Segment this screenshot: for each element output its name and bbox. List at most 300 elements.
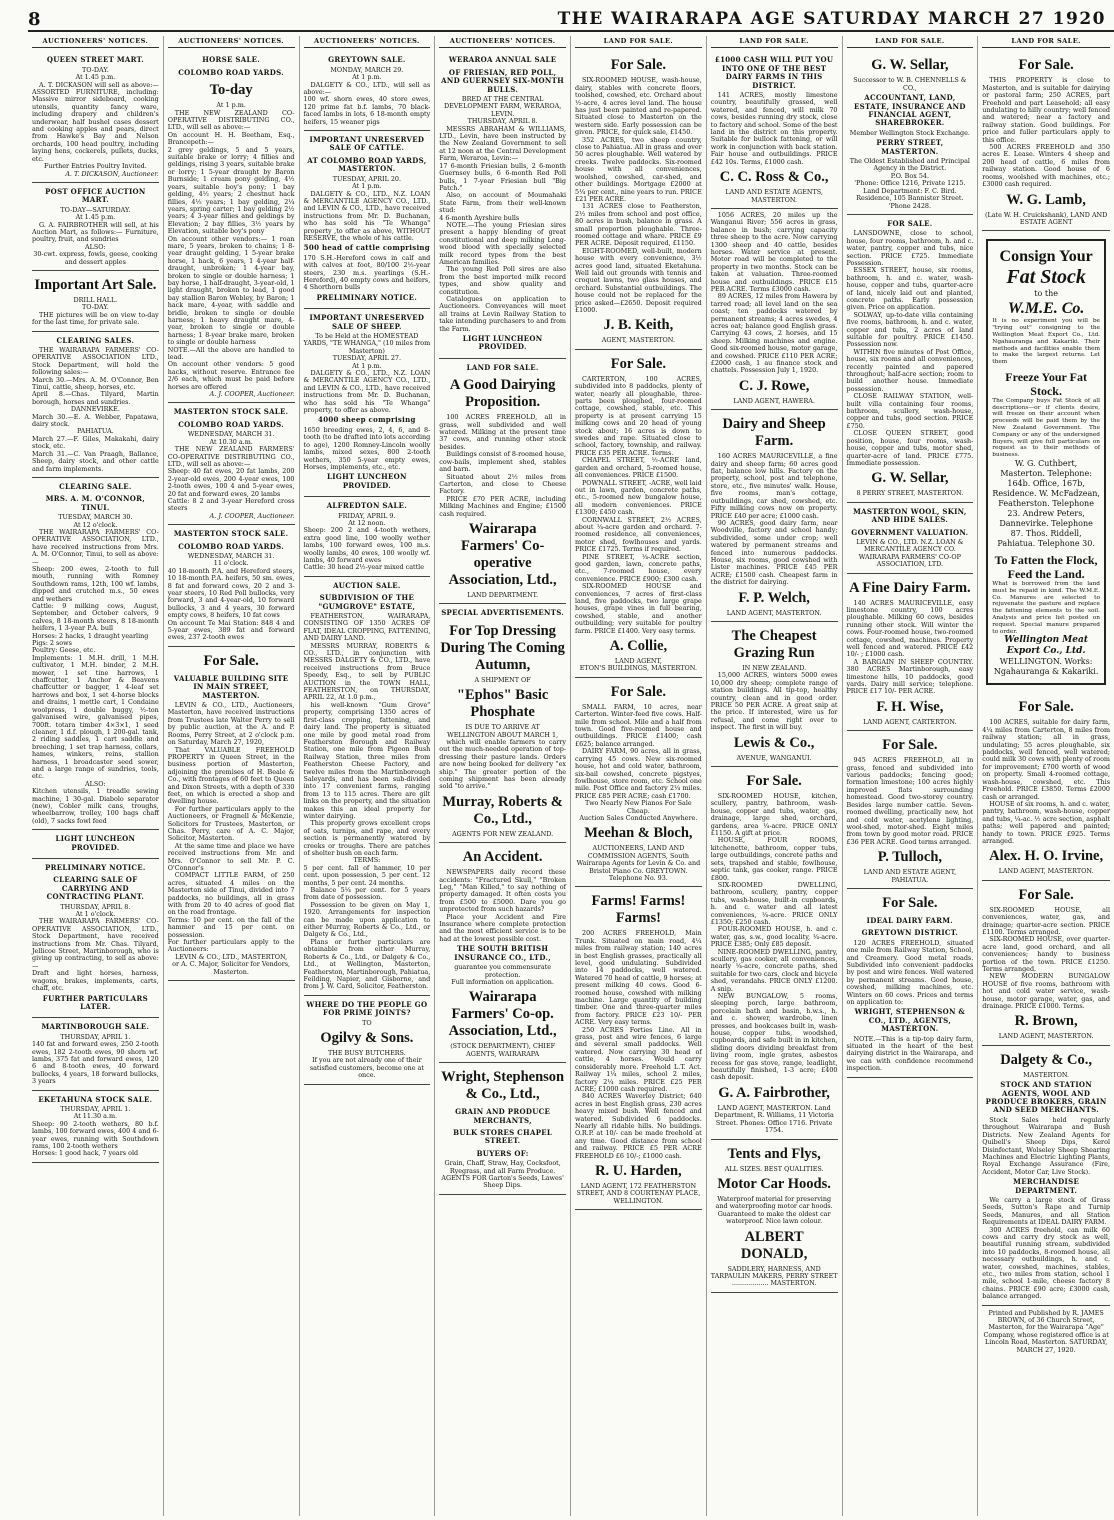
- ad-display-heading: A. Collie,: [609, 638, 668, 655]
- ad-display-heading: For Sale.: [203, 652, 259, 669]
- ad-text: 300 ACRES freehold, can milk 60 cows and carry dry stock as well, beautiful running stream, subdivided into 10 paddocks, 8-roomed house, all necessary outbuildings, h. and c. water, cowshed, machines, stables, etc., two miles from station, school 1 mile, school 1-mile, cheese factory 8 chains. PRICE £90 acre; £3000 cash, balance arranged.: [982, 1225, 1110, 1301]
- ad-text: which will enable farmers to carry out the much-needed operation of top-dressing their pasture lands. Orders are now being booked for delivery "ex ship." The greater portion of the coming shipment has been already sold "to arrive.": [439, 737, 566, 791]
- ad-text: March 30.—Mrs. A. M. O'Connor, Ben Tinui, cattle, sheep, horses, etc.: [32, 375, 159, 392]
- advertisement: [439, 1063, 566, 1195]
- ad-text: Pigs: 2 sows: [32, 639, 72, 648]
- ad-heading: AUCTION SALE.: [333, 580, 401, 590]
- ad-text: 40 18-month P.A. and Hereford steers, 10 18-month P.A. heifers, 50 sm. ewes, 8 fat and forward cows, 20 2 and 3-year steers, 10 Red Poll bullocks, very forward, 3 and 4-year-old, 10 forward bullocks, 3 and 4 years, 30 forward empty cows, 8 heifers, 10 fat cows: [167, 566, 295, 620]
- ad-text: LEVIN & CO., LTD., MASTERTON,: [175, 952, 288, 961]
- ad-heading: LAND FOR SALE.: [466, 362, 539, 372]
- ad-display-heading: For Sale.: [1018, 57, 1074, 74]
- ad-text: Horses: 2 hacks, 1 draught yearling: [32, 631, 149, 640]
- ad-heading: MASTERTON WOOL, SKIN, AND HIDE SALES.: [853, 506, 967, 525]
- ad-display-heading: G. A. Fairbrother,: [718, 1084, 830, 1101]
- ad-text: TO-DAY—SATURDAY.: [60, 205, 131, 214]
- ad-text: TERMS:: [353, 856, 381, 865]
- ad-text: NEWSPAPERS daily record these accidents: "Fractured Skull," "Broken Leg," "Man Killed," to say nothing of property damaged. It often costs you from £500 to £5000. Dare you go unprotected from such hazards?: [439, 868, 566, 914]
- ad-display-heading: For Sale.: [1018, 699, 1074, 716]
- ad-text: On account other vendors:— 1 roan mare, 5 years, broken to chains; 1 8-year draught gelding, 1 5-year brake horse, 1 hack, 6 years, 1 4-year half-draught, unbroken; 1 4-year bay, broken to single or double harness; 1 bay horse, 1 half-draught, 3-year-old, 1 light draught, broken to lead, 1 good bay stallion Baron Webley, by Baron; 1 hack mare, 4-year, with saddle and bridle, broken to single or double harness; 1 heavy draught mare, 4-year, broken to single or double harness; 1 8-year brake mare, broken to single or double harness: [167, 234, 295, 347]
- ad-display-heading: ALBERT DONALD,: [740, 1228, 808, 1262]
- ad-text: POWNALL STREET, -ACRE, well laid out in lawn, garden, concrete paths, etc., 5-roomed new bungalow house, all modern conveniences. PRICE £1300; £450 cash.: [575, 478, 702, 517]
- advertisement: [304, 497, 431, 577]
- ad-text: THE WAIRARAPA FARMERS' CO-OPERATIVE ASSOCIATION, LTD., Stock Department, have received instructions from Mr. Chas. Tilyard, Jellicoe Street, Martinborough, who is giving up contracting, to sell as above:—: [32, 917, 159, 970]
- ad-display-heading: Lewis & Co.,: [733, 734, 815, 751]
- advertisement: [982, 881, 1110, 1046]
- ad-text: WEDNESDAY, MARCH 31.: [187, 551, 275, 560]
- advertisement: [982, 51, 1110, 231]
- ad-text: TUESDAY, MARCH 30.: [58, 513, 133, 522]
- ad-display-heading: To-day: [209, 82, 253, 99]
- ad-text: Draft and light horses, harness, wagons, brakes, implements, carts, chaff, etc.: [32, 969, 159, 993]
- ad-text: (Late W. H. Cruickshank), LAND AND ESTATE AGENT: [984, 210, 1108, 226]
- ad-heading: STOCK AND STATION AGENTS, WOOL AND PRODUCE BROKERS, GRAIN AND SEED MERCHANTS.: [985, 1080, 1107, 1115]
- ad-text: Land Department: F. C. Bird. Residence, 105 Bannister Street. 'Phone 2428.: [856, 186, 964, 210]
- ad-text: Balance 5¼ per cent. for 5 years from date of possession.: [303, 886, 431, 902]
- ad-heading: PRELIMINARY NOTICE.: [316, 292, 418, 302]
- ad-heading: PRELIMINARY NOTICE.: [45, 863, 146, 872]
- ad-text: 352 ACRES, two sheep country, close to Pahiatua. All in grass and over 50 acres ploughable. Well watered by creeks. Twelve paddocks. Six-roomed house with all conveniences, woolshed, cowshed, car-shed, and other buildings. Mortgage £2000 at 5¼ per cent., nine years to run. PRICE £21 PER ACRE.: [575, 135, 702, 203]
- ad-text: THE BUSY BUTCHERS.: [328, 1048, 406, 1057]
- ad-text: 160 ACRES MAURICEVILLE, a fine dairy and sheep farm; 60 acres good flat, balance low hills. Factory on the property, school, post and telephone, store, etc., five minutes' walk. House, five rooms, man's cottage, outbuildings, car shed, cowshed, etc. Fifty milking cows now on property. PRICE £40 per acre; £1000 cash.: [710, 452, 838, 520]
- ad-heading: GREYTOWN SALE.: [328, 55, 406, 65]
- ad-heading: LIGHT LUNCHEON PROVIDED.: [462, 334, 543, 352]
- ad-text: NINE-ROOMED DWELLING, pantry, scullery, gas cooker, all conveniences, nearly ¼-acre, concrete paths, shed suitable for two cars, clock and bicycle shed, verandahs. PRICE ONLY £1200. A snip.: [710, 947, 838, 993]
- printer-imprint: Printed and Published by R. JAMES BROWN, of 36 Church Street, Masterton, for the Wairarapa "Age" Company, whose registered office is at Lincoln Road, Masterton. SATURDAY, MARCH 27, 1920.: [983, 1308, 1109, 1354]
- ad-text: Stock Sales held regularly throughout Wairarapa and Bush Districts. New Zealand Agents for Quibell's Sheep Dips, Kerol Disinfectant, Wolseley Sheep Shearing Machines and Electric Lighting Plants, Royal Exchange Assurance (Fire, Accident, Motor Car, Live Stock).: [982, 1115, 1110, 1176]
- ad-display-heading: G. W. Sellar,: [871, 470, 949, 487]
- ad-heading: LIGHT LUNCHEON PROVIDED.: [55, 834, 136, 852]
- ad-heading: CLEARING SALES.: [56, 335, 135, 345]
- ad-text: LAND AGENT, MASTERTON. Land Department, R. Williams, 11 Victoria Street. Phones: Office 1716. Private 1754.: [714, 1103, 834, 1135]
- ad-heading: VALUABLE BUILDING SITE IN MAIN STREET, MASTERTON.: [173, 673, 289, 700]
- ad-display-heading: Farms! Farms! Farms!: [591, 893, 686, 927]
- ad-text: DRILL HALL.: [73, 295, 118, 304]
- ad-text: DALGETY & CO., LTD., N.Z. LOAN & MERCANTILE AGENCY CO., LTD., and LEVIN & CO., LTD., have received instructions from Mr. D. Buchanan, who has sold his "Te Whanga" property ,to offer as above, WITHOUT RESERVE, the whole of his cattle.: [303, 189, 431, 242]
- ad-text: That VALUABLE FREEHOLD PROPERTY in Queen Street, in the business portion of Masterton, adjoining the premises of H. Beale & Co., with frontages of 60 feet to Queen and Dixon Streets, with a depth of 330 feet, on which is erected a shop and dwelling house.: [167, 745, 295, 806]
- ad-heading: HORSE SALE.: [202, 55, 261, 65]
- ad-text: 100 ACRES FREEHOLD, all in grass, well subdivided and well watered. Milking at the present time 37 cows, and running other stock besides.: [439, 413, 566, 451]
- ad-display-heading: Wright, Stephenson & Co., Ltd.,: [441, 1069, 565, 1103]
- advertisement: [575, 350, 702, 678]
- ad-text: COMPACT LITTLE FARM, of 250 acres, situated 4 miles on the Masterton side of Tinui, divided into 7 paddocks, no buildings, all in grass with from 20 to 40 acres of good flat on the road frontage.: [167, 871, 295, 917]
- ad-text: THE pictures will be on view to-day for the last time, for private sale.: [32, 310, 159, 327]
- ad-text: 120 ACRES FREEHOLD, situated one mile from Railway Station, School, and Creamery. Good metal roads. Subdivided into convenient paddocks by post and wire fences. Well watered by permanent streams. Good house, cowshed, milking machines, etc. Winters on 60 cows. Prices and terms on application to:: [846, 938, 974, 1006]
- ad-text: SADDLERY, HARNESS, AND TARPAULIN MAKERS, PERRY STREET .................. MASTERTON.: [710, 1264, 838, 1288]
- ad-text: ETON'S BUILDINGS, MASTERTON.: [579, 664, 697, 673]
- ad-text: PINE STREET, ¼-ACRE section, good garden, lawn, concrete paths, etc., 7-roomed house, every convenience. PRICE £900; £300 cash.: [575, 552, 702, 583]
- ad-text: THIS PROPERTY is close to Masterton, and is suitable for dairying or pastoral farm; 250 ACRES, part Freehold and part Leasehold; all easy undulating to hilly country; well fenced and watered; near a factory and railway station. Good buildings. For price and fuller particulars apply to this office.: [982, 76, 1110, 144]
- ad-display-heading: Dalgety & Co.,: [1000, 1051, 1093, 1068]
- ad-text: ALSO:: [85, 242, 106, 251]
- column-2: [164, 36, 300, 1516]
- ad-text: March 31.—C. Van Praagh, Ballance, Sheep, dairy stock, and other cattle and farm implements.: [32, 449, 159, 473]
- masthead-title: THE WAIRARAPA AGE SATURDAY MARCH 27 1920: [557, 9, 1106, 29]
- ad-display-heading: Motor Car Hoods.: [717, 1175, 831, 1192]
- ad-text: Plans or further particulars are obtainable from either Murray, Roberts & Co., Ltd., or Dalgety & Co., Ltd., at Wellington, Masterton, Featherston, Martinborough, Pahiatua, Feilding, Napier, and Gisborne, and from J. W. Card, Solicitor, Featherston.: [303, 937, 431, 991]
- ad-text: ALSO:: [85, 779, 106, 788]
- ad-text: At 1.45 p.m.: [75, 213, 116, 222]
- ad-text: The Oldest Established and Principal Agency in the District.: [849, 157, 970, 173]
- ad-heading: CLEARING SALE OF CARRYING AND CONTRACTING PLANT.: [46, 875, 145, 902]
- ad-heading: POST OFFICE AUCTION MART.: [45, 186, 146, 205]
- ad-heading: MASTERTON STOCK SALE.: [173, 529, 289, 539]
- ad-text: BRED AT THE CENTRAL DEVELOPMENT FARM, WERAROA, LEVIN.: [444, 95, 562, 118]
- ad-text: SIX-ROOMED HOUSE, all conveniences, water, gas, and drainage; quarter-acre section. PRICE £1100. Terms arranged.: [982, 905, 1110, 936]
- ad-display-heading: C. C. Ross & Co.,: [719, 169, 829, 186]
- ad-text: 17 6-month Friesian bulls, 2 6-month Guernsey bulls, 6 6-month Red Poll bulls, 1 7-year Friesian bull "Big Patch.": [439, 161, 566, 192]
- advertisement: [575, 51, 702, 349]
- ad-text: AUCTIONEERS, LAND AND COMMISSION AGENTS, South Wairarapa Agents for Levin & Co. and Bristol Piano Co. GREYTOWN.: [576, 844, 701, 875]
- ad-text: What is borrowed from the land must be repaid in kind. The W.M.E. Co. Manures are selected to rejuvenate the pasture and replace the fattening elements to the soil. Analysis and price list posted on request. Special manure prepared to order.: [992, 581, 1100, 635]
- ad-text: MESSRS MURRAY, ROBERTS & CO., LTD., in conjunction with MESSRS DALGETY & CO., LTD., have received instructions from Bruce Speedy, Esq., to sell by PUBLIC AUCTION in the TOWN HALL, FEATHERSTON, on THURSDAY, APRIL 22, At 1.0 p.m.,: [303, 641, 431, 702]
- ad-heading: FOR SALE.: [887, 218, 933, 228]
- advertisement: [711, 209, 838, 410]
- ad-heading: COLOMBO ROAD YARDS.: [178, 419, 284, 429]
- ad-text: 1650 breeding ewes, 2, 4, 6, and 8-tooth (to be drafted into lots according to age), 1200 Romney-Lincoln woolly lambs, mixed sexes, 800 2-tooth wethers, 350 5-year empty ewes, Horses, implements, etc., etc.: [303, 425, 431, 471]
- ad-text: We carry a large stock of Grass Seeds, Sutton's Rape and Turnip Seeds, Manures, and all Station Requirements at IDEAL DAIRY FARM.: [982, 1195, 1110, 1227]
- ad-text: 5 per cent. fall of hammer, 10 per cent. upon possession, 5 per cent. 12 months, 5 per cent. 24 months.: [303, 863, 431, 887]
- column-heading: LAND FOR SALE.: [982, 36, 1110, 48]
- ad-display-heading: P. Tulloch,: [877, 849, 943, 866]
- ad-text: AGENTS FOR NEW ZEALAND.: [452, 829, 554, 838]
- ad-text: CORNWALL STREET, 2½ ACRES, about ¼-acre garden and orchard. 7-roomed residence, all conveniences, motor shed, fowlhouses and yards. PRICE £1725. Terms if required.: [575, 515, 702, 554]
- ad-display-heading: For Sale.: [610, 57, 667, 74]
- ad-text: DALGETY & CO., LTD., N.Z. LOAN & MERCANTILE AGENCY CO., LTD., and LEVIN & CO., LTD., have received instructions from Mr. D. Buchanan, who has sold his "Te Whanga" property, to offer as above.: [303, 369, 431, 415]
- advertisement: [168, 647, 295, 981]
- ad-heading: CLEARING SALE.: [59, 481, 132, 491]
- advertisement: [32, 183, 159, 271]
- ad-text: EIGHT-ROOMED, well-built, modern house with every convenience, 3½ acres good land, situated Eketahuna. Well laid out grounds with tennis and croquet lawns, two glass houses, and orchard. Substantial outbuildings. The house could not be replaced for the price asked—£2650. Deposit required £1000.: [575, 246, 702, 314]
- ad-display-heading: F. P. Welch,: [738, 589, 810, 606]
- ad-text: FOUR-ROOMED HOUSE, h. and c. water, gas, s.w., good locality, ¼-acre. PRICE £385; Only £85 deposit.: [710, 925, 838, 949]
- ad-display-heading: Meehan & Bloch,: [584, 825, 693, 842]
- ad-text: WELLINGTON ABOUT MARCH 1,: [447, 730, 559, 739]
- ad-text: Implements: 1 M.H. drill, 1 M.H. cultivator, 1 M.H. binder, 2 M.H. mower, 1 set tine harrows, 1 chaffcutter, 1 Anchor & Beavens chaffcutter or bagger, 1 4-leaf set harrows and box, 1 set 4-horse blocks and drains, 1 mettle cart, 1 Condaine woolpress, 1 double buggy, ½-ton galvanised wire, galvanised pipes, 700ft. totara timber 4×3×1, 1 seed cleaner, 1 d.f. plough, 1 200-gal. tank, 2 riding saddles, 1 cart saddle and breeching, 1 set trap harness, collars, hames, winkers, reins, stallion harness, 1 broadcaster seed sower, and a large range of sundries, tools, etc.: [32, 653, 159, 781]
- ad-display-heading: W. G. Lamb,: [1006, 191, 1086, 208]
- ad-text: Cattle: 8 2 and 3-year Hereford cross steers: [167, 496, 295, 513]
- ad-display-heading: For Sale.: [610, 683, 667, 700]
- ad-heading: 500 head of cattle comprising: [303, 243, 430, 253]
- advertisement: [847, 889, 974, 1078]
- ad-text: TO-DAY.: [81, 303, 109, 312]
- advertisement: [304, 131, 431, 309]
- ad-text: At 12 o'clock.: [73, 520, 118, 529]
- ad-text: 200 ACRES FREEHOLD, Main Trunk. Situated on main road, 4¼ miles from railway station; 140 acres in best English grasses, practically all level, good undulating. Subdivided into 14 paddocks, well watered. Watered 70 head of cattle, 9 horses; at present milking 40 cows. Good 6-roomed house, cowshed with milking machine. Large quantity of building timber. One and three-quarter miles from factory. PRICE £23 10/- PER ACRE. Very easy terms.: [575, 929, 702, 1027]
- ad-text: The young Red Poll sires are also from the best imported milk record types, and show quality and constitution.: [439, 265, 566, 296]
- ad-heading: BUYERS OF:: [476, 1148, 529, 1158]
- ad-text: At 1 p.m.: [352, 73, 382, 82]
- ad-heading: MARTINBOROUGH SALE.: [41, 1022, 150, 1032]
- ad-text: 250 ACRES Forties Line. All in grass, post and wire fences, 6 large and several small paddocks. Well watered. Now carrying 30 head of cattle, 4 horses. Would carry considerably more. Freehold L.T. Act. Railway 1¼ miles, school 2 miles, factory 2¼ miles. PRICE £25 PER ACRE; £1000 cash required.: [575, 1025, 702, 1093]
- advertisement: [847, 51, 974, 215]
- ad-text: AVENUE, WANGANUI.: [736, 753, 812, 762]
- ad-text: LEVIN & CO., LTD., Auctioneers, Masterton, have received instructions from Trustees late Walter Perry to sell by public auction, at the A. and P. Rooms, Perry Street, at 2 o'clock p.m. on Saturday, March 27, 1920,: [167, 701, 295, 747]
- advertisement: [32, 332, 159, 478]
- column-heading: LAND FOR SALE.: [847, 36, 974, 48]
- ad-text: LAND AND ESTATE AGENT, PAHIATUA.: [863, 868, 957, 884]
- ad-text: NOTE.—All the above are handled to lead.: [167, 345, 295, 362]
- ad-text: WITHIN five minutes of Post Office, house, six rooms and all conveniences, recently painted and papered throughout; half-acre section; room to build another house. Immediate possession.: [846, 347, 974, 393]
- ad-text: At 10.30 a.m.: [209, 437, 253, 446]
- display-advertisement-box: [986, 239, 1106, 685]
- ad-text: Full information on application.: [451, 977, 554, 986]
- ad-text: AGENT, MASTERTON.: [601, 336, 675, 345]
- advertisement: [711, 410, 838, 622]
- ad-text: SOLWAY, up-to-date villa containing five rooms, bathroom, h. and c. water, copper and tubs, 2 acres of land suitable for poultry. PRICE £1450. Possession now.: [846, 310, 974, 349]
- ad-display-heading: Tents and Flys,: [727, 1145, 821, 1162]
- column-3: [300, 36, 436, 1516]
- ad-display-heading: For Sale.: [746, 773, 802, 790]
- ad-text: ALL SIZES. BEST QUALITIES.: [724, 1164, 824, 1173]
- ad-text: WEDNESDAY, MARCH 31.: [187, 430, 275, 439]
- ad-text: Freeze Your Fat Stock.: [1005, 369, 1087, 398]
- ad-text: SIX-ROOMED HOUSE, over quarter-acre land, good orchard, and all conveniences; handy to business portion of the town. PRICE £1250. Terms arranged.: [982, 935, 1110, 973]
- ad-text: WELLINGTON. Works: Ngahauranga & Kakariki.: [993, 657, 1099, 677]
- column-6: [707, 36, 843, 1516]
- ad-text: LEVIN & CO., LTD. N.Z. LOAN & MERCANTILE AGENCY CO. WAIRARAPA FARMERS' CO-OP ASSOCIATION, LTD.: [856, 537, 964, 569]
- ad-text: It is no experiment you will be "trying out" consigning to the Wellington Meat Export Co., Ltd. Ngahauranga and Kakariki. Their methods and facilities enable them to make the largest returns. Let them: [992, 318, 1100, 366]
- ad-heading: LIGHT LUNCHEON PROVIDED.: [327, 472, 407, 490]
- ad-text: Sheep: 200 2 and 4-tooth wethers, extra good line, 100 woolly wether lambs, 100 forward ewes, 100 m.s. woolly lambs, 40 ewes, 100 woolly wf. lambs, 40 forward ewes: [303, 526, 431, 564]
- ad-text: NEW MODERN BUNGALOW HOUSE of five rooms, bathroom with hot and cold water service, wash-house, motor garage, water, gas, and drainage. PRICE £1000. Terms.: [982, 972, 1110, 1011]
- ad-text: CLOSE QUEEN STREET, good position, house, four rooms, wash-house, copper and tubs, motor shed, quarter-acre of land. PRICE £775. Immediate possession.: [846, 429, 974, 467]
- ad-text: At 12 noon.: [348, 518, 386, 527]
- ad-text: DALGETY & CO., LTD., will sell as above:—: [303, 80, 431, 97]
- ad-text: G. A. FAIRBROTHER will sell, at his Auction Mart, as follows:— Furniture, poultry, fruit, and sundries: [32, 220, 159, 244]
- ad-text: 140 ACRES MAURICEVILLE, easy limestone country, 100 acres ploughable. Milking 60 cows, besides running other stock. Will winter the cows. Four-roomed house, two-roomed cottage, cowshed, machines. Property well fenced and watered. PRICE £42 10/- ; £1000 cash.: [846, 598, 974, 659]
- ad-heading: FURTHER PARTICULARS LATER.: [42, 993, 148, 1011]
- ad-text: Two Nearly New Pianos For Sale Cheap.: [585, 799, 692, 815]
- ad-text: Place your Accident and Fire Insurance where complete protection and the most efficient service is to be had at the lowest possible cost.: [439, 912, 566, 943]
- ad-text: 840 ACRES Waverley District; 640 acres in best English grass, 230 acres heavy mixed bush. Well fenced and watered. Subdivided 6 paddocks. Nearly all ridable hills. No buildings. O.R.P. at 10/- can be made freehold at any time. Good distance from school and railway. PRICE £5 PER ACRE FREEHOLD £6 10/-; £1000 cash.: [575, 1092, 702, 1160]
- ad-text: 170 S.H.-Hereford cows in calf and with calves at foot, 80/100 2½-year steers, 230 m.s. yearlings (S.H.-Hereford), 40 empty cows and heifers, 4 Shorthorn bulls: [303, 253, 431, 292]
- ad-display-heading: "Ephos" Basic Phosphate: [456, 687, 549, 721]
- advertisement: [711, 1140, 838, 1293]
- ad-text: Consign Your: [999, 248, 1093, 266]
- ad-heading: 4000 sheep comprising: [318, 415, 416, 425]
- column-heading: LAND FOR SALE.: [575, 36, 702, 48]
- ad-text: A. T. DICKASON will sell as above:— ASSORTED FURNITURE, including: Massive mirror sideboard, cooking utensils, quantity fancy ware, including drapery and children's underwear, half bushel cases dessert and cooking apples and pears, direct from Hawke's Bay and Nelson orchards, 100 head poultry, including laying hens, cockerels, pullets, ducks, etc.: [32, 80, 159, 163]
- advertisement: [847, 574, 974, 732]
- ad-display-heading: A Fine Dairy Farm.: [849, 579, 971, 596]
- ad-text: THURSDAY, APRIL 1.: [60, 1032, 131, 1041]
- advertisement: [32, 1091, 159, 1163]
- ad-text: to the: [1034, 289, 1058, 299]
- ad-text: PAHIATUA.: [76, 427, 114, 436]
- ad-heading: IMPORTANT UNRESERVED SALE OF CATTLE.: [309, 135, 425, 153]
- ad-text: LAND AGENT, MASTERTON.: [998, 867, 1094, 876]
- ad-text: Catalogues on application to Auctioneers. Conveyances will meet all trains at Levin Railway Station to take intending purchasers to and from the Farm.: [439, 295, 566, 333]
- ad-text: CARTERTON, 100 ACRES, subdivided into 8 paddocks, plenty of water, nearly all ploughable, three-parts been ploughed, four-roomed cottage, cowshed, stable, etc. This property is at present carrying 15 milking cows and 20 head of young stock about; 16 acres is down to swedes and rape. Situated close to school, factory, township, and railway. PRICE £35 PER ACRE. Terms.: [575, 374, 702, 457]
- advertisement: [439, 51, 566, 358]
- ad-text: At 1 p.m.: [352, 182, 382, 191]
- ad-text: ESSEX STREET, house, six rooms, bathroom, h. and c. water, wash-house, copper and tubs, quarter-acre of land, nicely laid out and planted, concrete paths. Early possession given. Price on application.: [846, 266, 974, 312]
- ad-heading: COLOMBO ROAD YARDS.: [178, 541, 284, 551]
- ad-text: P.O. Box 54.: [890, 171, 930, 180]
- ad-text: A. J. COOPER, Auctioneer.: [209, 511, 295, 520]
- ad-text: A BARGAIN IN SHEEP COUNTRY. 380 ACRES Martinborough, easy limestone hills, 10 paddocks, good yards. Dairy mill service; telephone. PRICE £17 10/- PER ACRE.: [846, 657, 974, 696]
- ad-text: 90 ACRES, good dairy farm, near Woodville, factory and school handy; subdivided, some under crop; well watered by permanent streams and fenced into numerous paddocks. House, six rooms, good cowshed with Lister machines. PRICE £45 PER ACRE; £1500 cash. Cheapest farm in the district for dairying.: [710, 518, 838, 587]
- advertisement: [711, 622, 838, 767]
- advertisement: [304, 996, 431, 1085]
- advertisement: [32, 478, 159, 830]
- advertisement: [439, 359, 566, 605]
- ad-heading: OF FRIESIAN, RED POLL, AND GUERNSEY SIX-MONTH BULLS.: [441, 67, 565, 94]
- ad-display-heading: Wairarapa Farmers' Co-op. Association, Ltd.,: [448, 989, 557, 1040]
- ad-text: THE NEW ZEALAND CO-OPERATIVE DISTRIBUTING CO., LTD., will sell as above:—: [167, 108, 295, 132]
- ad-text: At 1 p.m.: [352, 361, 382, 370]
- ad-heading: GOVERNMENT VALUATION.: [851, 527, 969, 537]
- ad-text: 11 o'clock.: [213, 559, 249, 568]
- ad-heading: ACCOUNTANT, LAND, ESTATE, INSURANCE AND FINANCIAL AGENT, SHAREBROKER.: [854, 93, 966, 128]
- ad-heading: EKETAHUNA STOCK SALE.: [38, 1094, 153, 1104]
- ad-text: Cattle: 30 head 2½-year mixed cattle: [303, 563, 425, 572]
- ad-heading: SPECIAL ADVERTISEMENTS.: [441, 608, 565, 618]
- ad-text: 'Phone: Office 1216, Private 1215.: [854, 179, 966, 188]
- ad-text: THURSDAY, APRIL 1.: [60, 1104, 131, 1113]
- column-7: [843, 36, 979, 1516]
- ad-text: FRIDAY, APRIL 9.: [338, 511, 396, 520]
- ad-text: April 8.—Chas. Tilyard, Martin borough, horses and sundries.: [32, 390, 159, 406]
- advertisement: [711, 767, 838, 1139]
- ad-text: or A. C. Major, Solicitor for Vendors, Masterton.: [172, 960, 291, 976]
- advertisement: [711, 51, 838, 209]
- ad-text: Horses: 1 good hack, 7 years old: [32, 1149, 139, 1158]
- ad-display-heading: C. J. Rowe,: [738, 377, 810, 394]
- ad-text: LAND AGENT, CARTERTON.: [863, 717, 957, 726]
- advertisement: [847, 731, 974, 889]
- ad-text: LANSDOWNE, close to school, house, four rooms, bathroom, h. and c. water, pantry, copper and tubs, nice section. PRICE £725. Immediate Possession.: [846, 229, 974, 267]
- ad-text: his well-known "Gum Grove" property, comprising 1350 acres of first-class cropping, fattening, and dairy land. The property is situated one mile by good metal road from Featherston Borough and Railway Station, one mile from Pigeon Bush Railway Station, three miles from Featherston Cheese Factory, and twelve miles from the Martinborough Saleyards, and has been sub-divided into 17 convenient farms, ranging from 13 to 115 acres. There are gilt links on the property, and the situation makes this an ideal property for winter dairying.: [303, 700, 431, 820]
- ad-text: THURSDAY, APRIL 8.: [60, 902, 131, 911]
- ad-text: On account other vendors: 5 good hacks, without reserve. Entrance fee 2/6 each, which must be paid before horses are offered: [167, 360, 295, 391]
- ad-heading: THE SOUTH BRITISH INSURANCE CO., LTD.,: [454, 944, 551, 962]
- ad-text: TO: [362, 1018, 372, 1027]
- ad-text: 100 ACRES, suitable for dairy farm, 4¼ miles from Carterton, 8 miles from railway station; all in grass, undulating; 55 acres ploughable, six paddocks, well fenced, well watered; could milk 30 cows with plenty of room for improvement; £700 worth of wood on property. Small 4-roomed cottage, wash-house, cowshed, etc. This Freehold. PRICE £3850. Terms £2000 cash or arranged.: [982, 718, 1110, 801]
- ad-text: CHAPEL STREET, ½-ACRE land, garden and orchard, 5-roomed house, all conveniences. PRICE £1500.: [575, 456, 702, 480]
- ad-text: 89 ACRES, 12 miles from Hawera by tarred road; all level land on the sea coast; ten paddocks watered by permanent streams; 4 acres swedes, 4 acres oat; balance good English grass. Carrying 43 cows, 2 horses, and 15 sheep. Milking machines and engine. Good six-roomed house, motor garage, and cowshed. PRICE £110 PER ACRE; £2000 cash, 1 au finance stock and chattels. Possession July 1, 1920.: [710, 292, 838, 375]
- masthead: [28, 8, 1114, 32]
- ad-text: Auction Sales Conducted Anywhere.: [579, 813, 698, 822]
- ad-heading: IMPORTANT UNRESERVED SALE OF SHEEP.: [309, 313, 425, 331]
- ad-text: At the same time and place we have received instructions from Mr. and Mrs. O'Connor to sell Mr. P. C. O'Connor's: [167, 841, 295, 872]
- ad-text: THE NEW ZEALAND FARMERS' CO-OPERATIVE DISTRIBUTING CO., LTD., will sell as above:—: [167, 445, 295, 468]
- ad-display-heading: For Sale.: [610, 355, 667, 372]
- ad-text: TUESDAY, APRIL 27.: [332, 354, 402, 363]
- ad-text: Sheep: 200 ewes, 2-tooth to full mouth, running with Romney Southdown rams, 12th, 100 wf. lambs, dipped and crutched m.s., 50 ewes and wethers: [32, 564, 159, 603]
- ad-display-heading: R. U. Harden,: [595, 1162, 682, 1179]
- ad-text: W. G. Cuthbert, Masterton. Telephone: 164b. Office, 167b, Residence. W. McFadzean, Featherston. Telephone 23. Andrew Peters, Dannevirke. Telephone 87. Thos. Riddell, Pahiatua. Telephone 30.: [992, 459, 1100, 549]
- ad-text: This property grows excellent crops of oats, turnips, and rape, and every section is permanently watered by creeks or troughs. There are patches of shelter bush on each farm.: [303, 819, 431, 857]
- advertisement: [32, 1018, 159, 1090]
- advertisement: [32, 271, 159, 332]
- ad-text: IS DUE TO ARRIVE AT: [465, 723, 540, 732]
- ad-text: The Company buys Fat Stock of all descriptions—or if clients desire, will freeze on their account when proceeds will be paid them by the New Zealand Government. The Company or any of the undersigned Buyers, will give full particulars on request as to their methods of business.: [992, 397, 1100, 459]
- ad-text: For further particulars apply to the Auctioneers:: [167, 938, 295, 954]
- ad-text: A SHIPMENT OF: [474, 675, 531, 684]
- ad-display-heading: R. Brown,: [1014, 1013, 1078, 1030]
- ad-text: TO-DAY.: [81, 65, 109, 74]
- ad-text: Cattle: 9 milking cows, August, September, and October calvers, 9 calves, 8 18-month steers, 8 18-month heifers, 1 3-year P.A. bull: [32, 602, 159, 633]
- ad-display-heading: For Sale.: [882, 894, 938, 911]
- ad-text: 945 ACRES FREEHOLD, all in grass, fenced and subdivided into various paddocks; fencing good; formation limestone; 100 acres highly improved flats surrounding homestead. Good two-storey country. Besides large number cattle. Seven-roomed dwelling, practically new, hot and cold water, acetylene lighting, wool-shed, motor-shed. Eight miles from town by good motor road. PRICE £36 PER ACRE. Good terms arranged.: [846, 756, 974, 846]
- ad-text: For further particulars apply to the Auctioneers, or Fragnell & McKenzie, Solicitors for Trustees, Masterton, or Chas. Perry, care of A. C. Major, Solicitor, Masterton.: [167, 804, 295, 843]
- ad-text: LAND AGENT, MASTERTON.: [998, 1032, 1094, 1041]
- ad-text: W.M.E. Co.: [1007, 300, 1085, 318]
- column-heading: AUCTIONEERS' NOTICES.: [168, 36, 295, 48]
- ad-text: Successor to W. B. CHENNELLS & CO.,: [853, 76, 967, 92]
- column-heading: AUCTIONEERS' NOTICES.: [304, 36, 431, 48]
- advertisement: [982, 1046, 1110, 1306]
- advertisement: [575, 887, 702, 1210]
- ad-text: THURSDAY, APRIL 8.: [467, 117, 538, 126]
- ad-text: LAND AGENT, HAWERA.: [733, 396, 815, 405]
- advertisement: [847, 215, 974, 503]
- column-4: [435, 36, 571, 1516]
- advertisement: [575, 678, 702, 888]
- ad-text: MONDAY, MARCH 29.: [330, 65, 404, 74]
- ad-display-heading: J. B. Keith,: [603, 317, 674, 334]
- ad-text: (STOCK DEPARTMENT), CHIEF AGENTS, WAIRARAPA: [450, 1042, 556, 1058]
- ad-display-heading: Wairarapa Farmers' Co-operative Association, Ltd.,: [448, 520, 557, 588]
- ad-text: NOTE.—The young Friesian sires present a happy blending of great constitutional and deep milking Long-wood blood with specially selected milk record types from the best American families.: [439, 220, 566, 266]
- ad-text: DANNEVIRKE.: [70, 405, 120, 414]
- ad-text: NOTE.—This is a tip-top dairy farm, situated in the heart of the best dairying district in the Wairarapa, and we can with confidence recommend inspection.: [846, 1034, 974, 1073]
- ad-text: Waterproof material for preserving and waterproofing motor car hoods. Guaranteed to make the oldest car waterproof. Nice lawn colour.: [715, 1194, 833, 1226]
- advertisement: [439, 843, 566, 1063]
- ad-text: On account H. H. Beetham, Esq., Brancepeth:—: [167, 130, 295, 147]
- ad-heading: ALFREDTON SALE.: [326, 501, 408, 511]
- ad-text: AGENTS FOR Garton's Seeds, Lawes' Sheep Dips.: [441, 1173, 564, 1190]
- columns-container: [28, 36, 1114, 1516]
- ad-heading: BULK STORES CHAPEL STREET.: [453, 1127, 553, 1146]
- ad-text: THE WAIRARAPA FARMERS' CO-OPERATIVE ASSOCIATION, LTD., have received instructions from Mrs. A. M. O'Connor, Tinui, to sell as above:—: [32, 527, 159, 566]
- ad-text: If you are not already one of their satisfied customers, become one at once.: [309, 1056, 424, 1080]
- ad-text: March 30.—E. A. Webber, Papatawa, dairy stock.: [32, 412, 159, 429]
- ad-text: Terms: 10 per cent. on the fall of the hammer and 15 per cent. on possession.: [167, 915, 295, 939]
- ad-text: PRICE £70 PER ACRE, including Milking Machines and Engine; £1500 cash required.: [439, 494, 566, 518]
- ad-text: On account Te Mai Station: 848 4 and 5-year ewes, 389 fat and forward ewes, 237 2-tooth ewes: [167, 618, 295, 642]
- advertisement: [304, 51, 431, 131]
- column-8: [978, 36, 1114, 1516]
- ad-text: Telephone No. 93.: [608, 873, 668, 882]
- ad-text: TUESDAY, APRIL 20.: [332, 174, 402, 183]
- ad-text: 15,000 ACRES, winters 5000 ewes 10,000 dry sheep; complete range of station buildings. All tip-top, healthy country, clean and in good order. PRICE 50 PER ACRE. A great snip at the price. If interested, wire us for refusal, and come right over to inspect. The first in will buy.: [710, 671, 838, 732]
- ad-text: SIX-ROOMED DWELLING, bathroom, scullery, pantry, copper tubs, wash-house, built-in cupboards, h. and c. water and all latest conveniences, ¼-acre. PRICE ONLY £1350; £250 cash.: [710, 880, 838, 926]
- advertisement: [32, 859, 159, 1018]
- ad-text: NEW BUNGALOW, 5 rooms, sleeping porch, large bathroom, porcelain bath and basin, h.w.s., h. and c. shower, wardrobe, linen presses, and bookcases built in, wash-house, copper tubs, woodshed, cupboards, and safe built in in kitchen, sliding doors dividing breakfast from living room, ingle grates, asbestos recess for gas stove, range, leadlight, beautifully finished, 1-3 acre; £400 cash deposit.: [710, 992, 838, 1082]
- advertisement: [168, 525, 295, 647]
- advertisement: [847, 503, 974, 574]
- ad-display-heading: The Cheapest Grazing Run: [731, 627, 817, 661]
- ad-text: HOUSE of six rooms, h. and c. water, pantry, bathroom, wash-house, copper and tubs, ¼-ac. ½ acre section, asphalt paths; well papered and painted; handy to town. PRICE £925. Terms arranged.: [982, 799, 1110, 845]
- ad-display-heading: Murray, Roberts & Co., Ltd.,: [442, 793, 563, 827]
- ad-text: 4 6-month Ayrshire bulls: [439, 213, 520, 222]
- ad-heading: GREYTOWN DISTRICT.: [861, 928, 959, 938]
- ad-text: CLOSE RAILWAY STATION, well-built villa containing four rooms, bathroom, scullery, wash-house, copper and tubs, good section. PRICE £750.: [846, 392, 974, 430]
- ad-text: LAND AGENT,: [614, 657, 662, 666]
- ad-text: A. T. DICKASON, Auctioneer.: [65, 169, 159, 178]
- ad-text: LAND AND ESTATE AGENTS, MASTERTON.: [725, 188, 823, 204]
- ad-text: Poultry: Geese, etc.: [32, 646, 96, 655]
- ad-display-heading: For Sale.: [882, 737, 938, 754]
- ad-display-heading: For Top Dressing During The Coming Autumn,: [440, 622, 565, 673]
- ad-text: Member Wellington Stock Exchange.: [849, 128, 970, 137]
- ad-text: Also, on account of Moumahaki State Farm, from their well-known stud:: [439, 191, 566, 215]
- ad-text: LAND DEPARTMENT.: [467, 590, 539, 599]
- ad-heading: SUBDIVISION OF THE "GUMGROVE" ESTATE,: [318, 593, 416, 611]
- ad-text: To Fatten the Flock, Feed the Land.: [994, 553, 1098, 582]
